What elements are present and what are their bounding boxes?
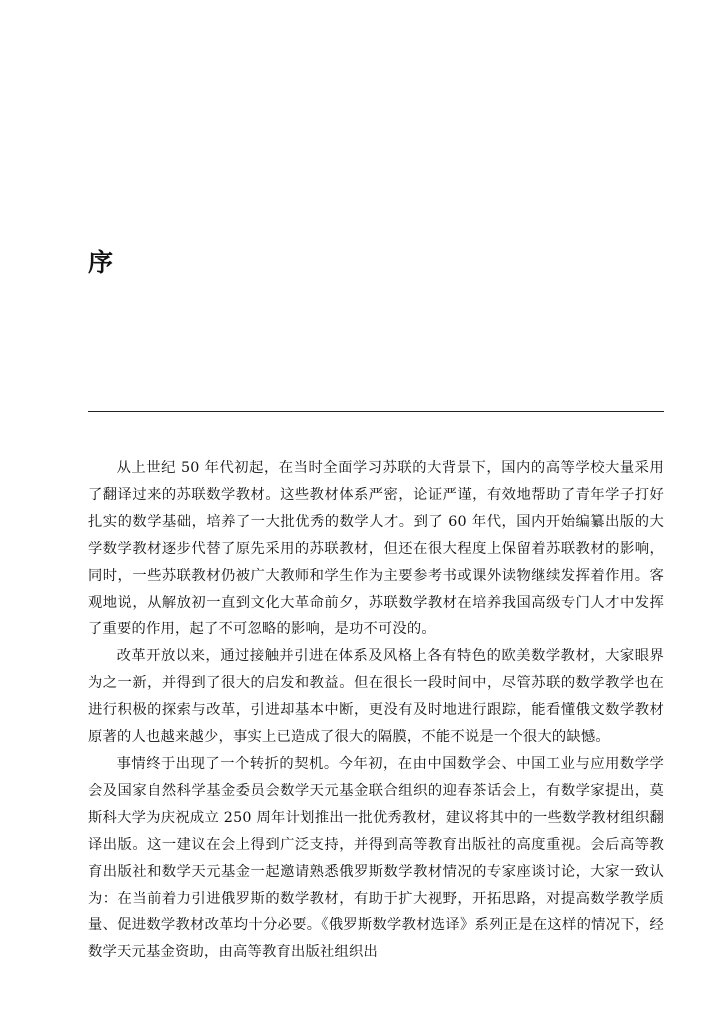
body-text bbox=[88, 455, 664, 966]
heading-divider bbox=[88, 411, 664, 412]
paragraph-1: 从上世纪 50 年代初起，在当时全面学习苏联的大背景下，国内的高等学校大量采用了翻译过来的苏联数学教材。这些教材体系严密，论证严谨，有效地帮助了青年学子打好扎实的数学基础，培养了一大批优秀的数学人才。到了 60 年代，国内开始编纂出版的大学数学教材逐步代替了原先采用的苏联教材，但还在很大程度上保留着苏联教材的影响，同时，一些苏联教材仍被广大教师和学生作为主要参考书或课外读物继续发挥着作用。客观地说，从解放初一直到文化大革命前夕，苏联数学教材在培养我国高级专门人才中发挥了重要的作用，起了不可忽略的影响，是功不可没的。 bbox=[88, 460, 664, 638]
paragraph-3: 事情终于出现了一个转折的契机。今年初，在由中国数学会、中国工业与应用数学学会及国家自然科学基金委员会数学天元基金联合组织的迎春茶话会上，有数学家提出，莫斯科大学为庆祝成立 250 周年计划推出一批优秀教材，建议将其中的一些数学教材组织翻译出版。这一建议在会上得到广泛支持，并得到高等教育出版社的高度重视。会后高等教育出版社和数学天元基金一起邀请熟悉俄罗斯数学教材情况的专家座谈讨论，大家一致认为：在当前着力引进俄罗斯的数学教材，有助于扩大视野，开拓思路，对提高数学教学质量、促进数学教材改革均十分必要。《俄罗斯数学教材选译》系列正是在这样的情况下，经数学天元基金资助，由高等教育出版社组织出 bbox=[88, 755, 664, 961]
page-heading: 序 bbox=[88, 248, 114, 277]
paragraph-2: 改革开放以来，通过接触并引进在体系及风格上各有特色的欧美数学教材，大家眼界为之一新，并得到了很大的启发和教益。但在很长一段时间中，尽管苏联的数学教学也在进行积极的探索与改革，引进却基本中断，更没有及时地进行跟踪，能看懂俄文数学教材原著的人也越来越少，事实上已造成了很大的隔膜，不能不说是一个很大的缺憾。 bbox=[88, 648, 664, 746]
